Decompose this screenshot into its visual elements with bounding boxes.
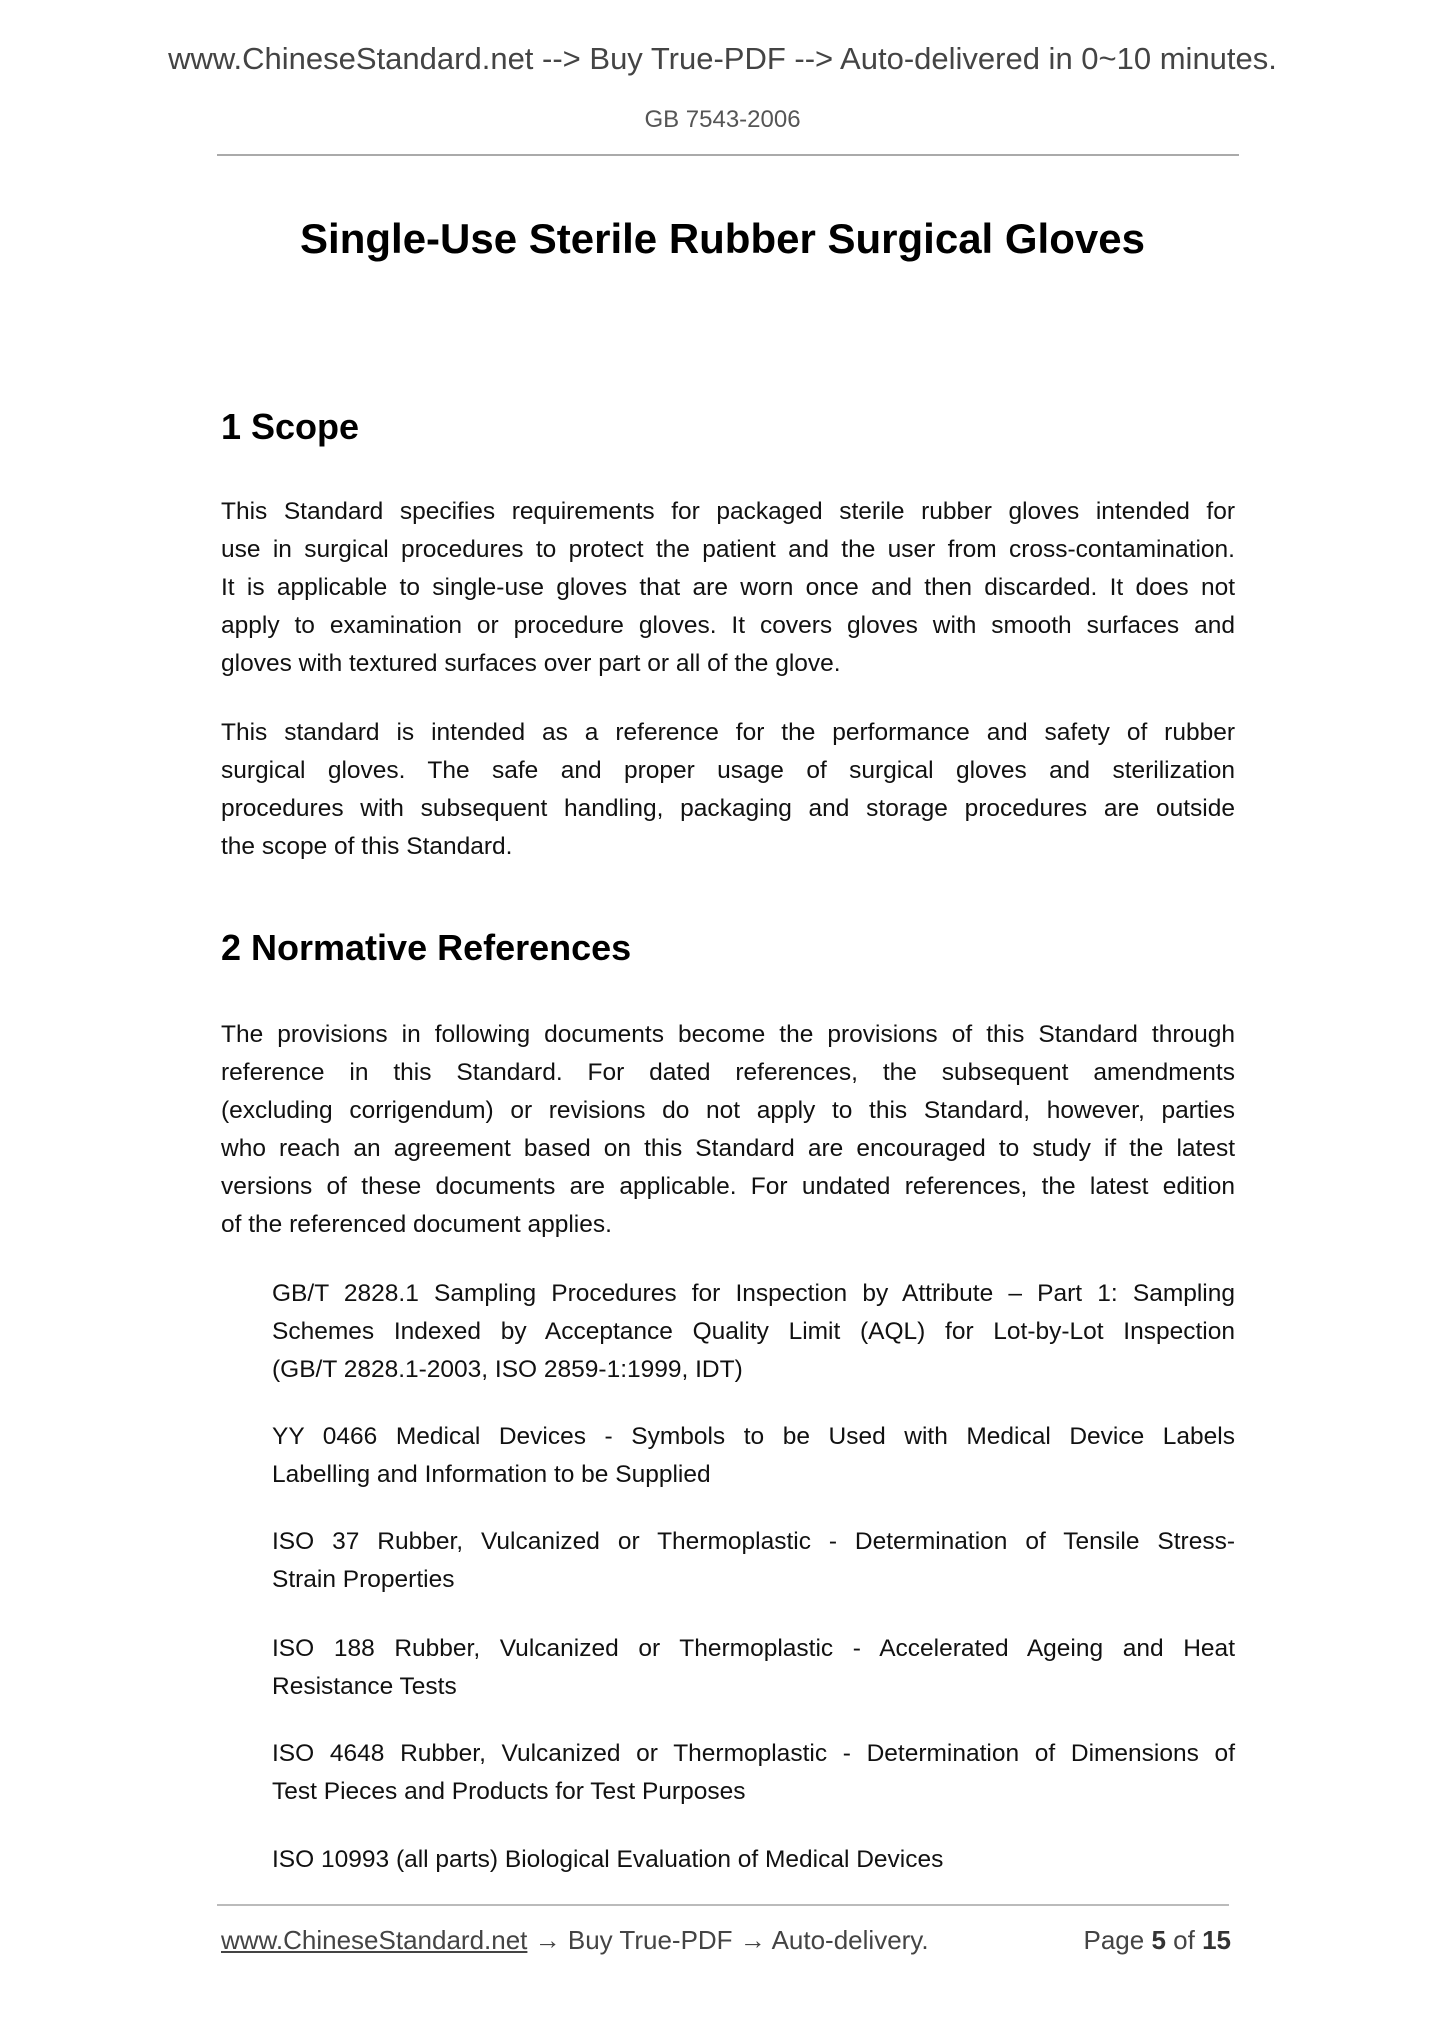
reference-item	[272, 1418, 1235, 1494]
text-line: Schemes Indexed by Acceptance Quality Limit (AQL) for Lot-by-Lot Inspection	[272, 1318, 1235, 1345]
document-code: GB 7543-2006	[644, 106, 801, 133]
text-line: Strain Properties	[272, 1566, 455, 1593]
footer-divider	[217, 1904, 1229, 1906]
text-line: This Standard specifies requirements for packaged sterile rubber gloves intended for	[221, 498, 1235, 525]
document-title: Single-Use Sterile Rubber Surgical Gloves	[300, 215, 1145, 262]
page-indicator	[1083, 1925, 1231, 1955]
text-line: Labelling and Information to be Supplied	[272, 1461, 711, 1488]
top-banner: www.ChineseStandard.net --> Buy True-PDF --> Auto-delivered in 0~10 minutes.	[168, 41, 1277, 76]
normative-references-paragraph	[221, 1016, 1235, 1244]
text-line: ISO 10993 (all parts) Biological Evaluation of Medical Devices	[272, 1846, 944, 1873]
text-line: procedures with subsequent handling, packaging and storage procedures are outside	[221, 795, 1235, 822]
reference-item	[272, 1841, 1235, 1879]
text-line: gloves with textured surfaces over part or all of the glove.	[221, 650, 841, 677]
text-line: (excluding corrigendum) or revisions do not apply to this Standard, however, parties	[221, 1097, 1235, 1124]
page-total: 15	[1202, 1925, 1231, 1955]
text-line: ISO 4648 Rubber, Vulcanized or Thermoplastic - Determination of Dimensions of	[272, 1740, 1235, 1767]
footer-site-link[interactable]: www.ChineseStandard.net	[221, 1925, 528, 1955]
text-line: ISO 37 Rubber, Vulcanized or Thermoplastic - Determination of Tensile Stress-	[272, 1528, 1235, 1555]
text-line: who reach an agreement based on this Standard are encouraged to study if the latest	[221, 1135, 1235, 1162]
section-heading-scope: 1 Scope	[221, 406, 360, 447]
footer-text: → Buy True-PDF → Auto-delivery.	[527, 1925, 929, 1955]
reference-item	[272, 1275, 1235, 1389]
text-line: Resistance Tests	[272, 1673, 457, 1700]
text-line: ISO 188 Rubber, Vulcanized or Thermoplastic - Accelerated Ageing and Heat	[272, 1635, 1235, 1662]
text-line: surgical gloves. The safe and proper usage of surgical gloves and sterilization	[221, 757, 1235, 784]
reference-item	[272, 1523, 1235, 1599]
reference-item	[272, 1630, 1235, 1706]
page-label: Page	[1083, 1925, 1145, 1955]
text-line: apply to examination or procedure gloves. It covers gloves with smooth surfaces and	[221, 612, 1235, 639]
page-current: 5	[1151, 1925, 1166, 1955]
of-label: of	[1173, 1925, 1195, 1955]
text-line: The provisions in following documents become the provisions of this Standard through	[221, 1021, 1235, 1048]
text-line: (GB/T 2828.1-2003, ISO 2859-1:1999, IDT)	[272, 1356, 743, 1383]
text-line: This standard is intended as a reference for the performance and safety of rubber	[221, 719, 1235, 746]
text-line: reference in this Standard. For dated references, the subsequent amendments	[221, 1059, 1235, 1086]
reference-item	[272, 1735, 1235, 1811]
scope-paragraph-1	[221, 493, 1235, 683]
scope-paragraph-2	[221, 714, 1235, 866]
text-line: It is applicable to single-use gloves that are worn once and then discarded. It does not	[221, 574, 1235, 601]
text-line: YY 0466 Medical Devices - Symbols to be Used with Medical Device Labels	[272, 1423, 1235, 1450]
text-line: of the referenced document applies.	[221, 1211, 612, 1238]
section-heading-normative-references: 2 Normative References	[221, 927, 632, 968]
text-line: use in surgical procedures to protect the patient and the user from cross-contamination.	[221, 536, 1235, 563]
text-line: GB/T 2828.1 Sampling Procedures for Inspection by Attribute – Part 1: Sampling	[272, 1280, 1235, 1307]
header-divider	[217, 154, 1239, 156]
footer	[221, 1925, 1231, 1955]
text-line: versions of these documents are applicable. For undated references, the latest edition	[221, 1173, 1235, 1200]
text-line: the scope of this Standard.	[221, 833, 513, 860]
text-line: Test Pieces and Products for Test Purposes	[272, 1778, 746, 1805]
